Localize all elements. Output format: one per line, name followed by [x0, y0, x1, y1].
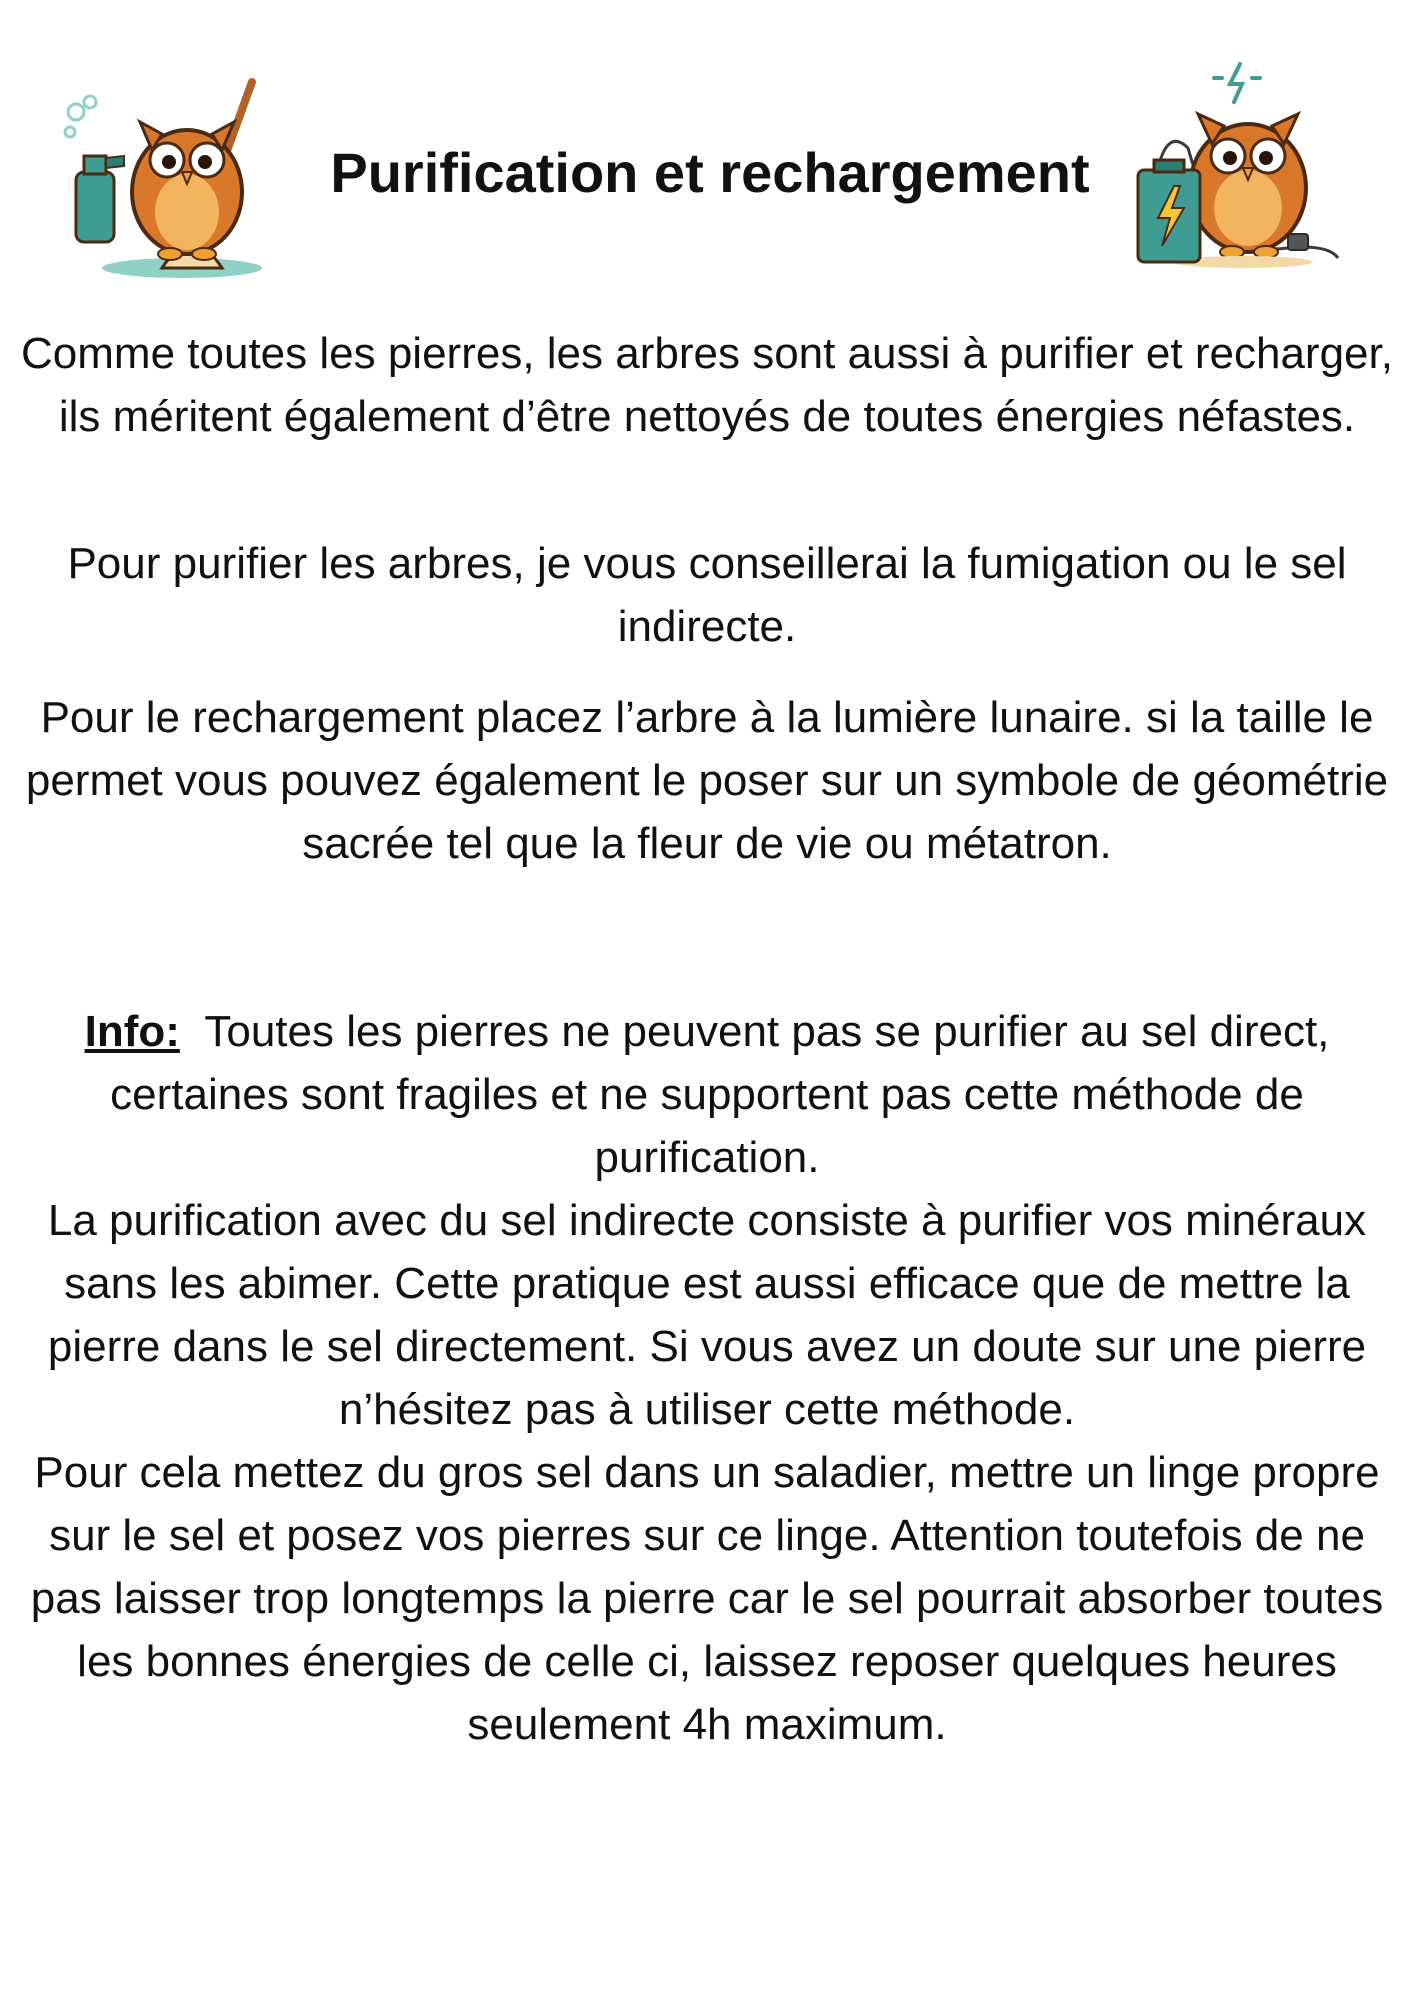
page-title: Purification et rechargement: [330, 141, 1090, 204]
paragraph-recharging: Pour le rechargement placez l’arbre à la lumière lunaire. si la taille le permet vous pouvez également le poser sur un symbole de géométrie sacrée tel que la fleur de vie ou métatron.: [25, 693, 1389, 868]
info-method: La purification avec du sel indirecte consiste à purifier vos minéraux sans les abimer. Cette pratique est aussi efficace que de mettre la pierre dans le sel directement. Si vous avez un doute sur une pierre n’hésitez pas à utiliser cette méthode.: [47, 1196, 1367, 1434]
owl-battery-charging-icon: [1128, 58, 1348, 278]
paragraph-purify-trees: Comme toutes les pierres, les arbres sont aussi à purifier et recharger, ils méritent également d’être nettoyés de toutes énergies néfastes.: [21, 329, 1393, 441]
info-label: Info:: [84, 1007, 180, 1056]
info-section: [20, 1000, 1394, 1756]
info-intro: Toutes les pierres ne peuvent pas se purifier au sel direct, certaines sont fragiles et ne supportent pas cette méthode de purification.: [110, 1007, 1330, 1182]
info-steps: Pour cela mettez du gros sel dans un saladier, mettre un linge propre sur le sel et posez vos pierres sur ce linge. Attention toutefois de ne pas laisser trop longtemps la pierre car le sel pourrait absorber toutes les bonnes énergies de celle ci, laissez reposer quelques heures seulement 4h maximum.: [30, 1448, 1384, 1749]
owl-cleaning-icon: [62, 72, 272, 282]
paragraph-purification-methods: Pour purifier les arbres, je vous conseillerai la fumigation ou le sel indirecte.: [67, 539, 1347, 651]
